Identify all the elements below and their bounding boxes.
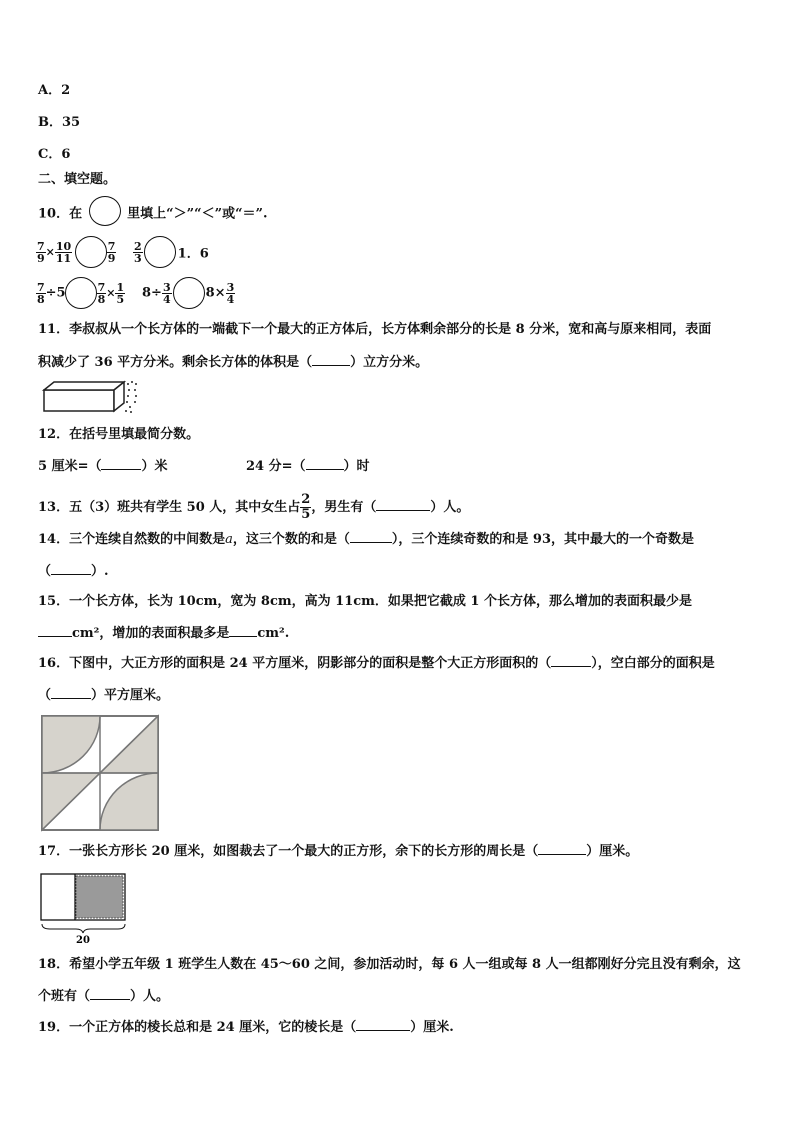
- q10-text: [38, 202, 268, 226]
- q15-line2: cm²，增加的表面积最多是 cm².: [38, 624, 289, 643]
- fraction: $\frac{10}{11}$: [55, 239, 72, 265]
- q12-item-a: 5 厘米=（ ）米: [38, 459, 168, 474]
- section-heading: 二、填空题。: [38, 172, 117, 187]
- q14-line2: （ ）.: [38, 564, 109, 579]
- q10-row2-right: 8÷ $\frac{3}{4}$ 8× $\frac{3}{4}$: [142, 277, 235, 309]
- fraction: $\frac{7}{8}$: [37, 280, 45, 306]
- option-b: B．35: [38, 115, 81, 130]
- answer-blank[interactable]: [229, 624, 257, 637]
- q10-row1-right: $\frac{2}{3}$ 1．6: [133, 236, 209, 268]
- answer-blank[interactable]: [350, 530, 392, 543]
- cut-square: [76, 876, 123, 918]
- compare-circle: [144, 236, 176, 268]
- fraction: $\frac{7}{9}$: [37, 239, 45, 265]
- variable-a: a: [225, 532, 233, 547]
- q17-line1: 17．一张长方形长 20 厘米，如图裁去了一个最大的正方形，余下的长方形的周长是（ ）厘米。: [38, 844, 639, 859]
- fraction: $\frac{1}{5}$: [116, 280, 125, 306]
- answer-blank[interactable]: [376, 498, 430, 511]
- answer-blank[interactable]: [51, 686, 91, 699]
- answer-blank[interactable]: [38, 624, 72, 637]
- compare-circle: [89, 196, 121, 226]
- rectangle-cut-figure: [38, 870, 130, 946]
- answer-blank[interactable]: [356, 1018, 410, 1031]
- compare-circle: [173, 277, 205, 309]
- answer-blank[interactable]: [90, 987, 130, 1000]
- q10-pre: 在: [69, 206, 83, 222]
- answer-blank[interactable]: [306, 457, 344, 470]
- q16-line1: 16．下图中，大正方形的面积是 24 平方厘米，阴影部分的面积是整个大正方形面积的（ ），空白部分的面积是: [38, 656, 715, 671]
- fraction: $\frac{3}{4}$: [162, 280, 171, 306]
- q15-line1: 15．一个长方体，长为 10cm，宽为 8cm，高为 11cm．如果把它截成 1 个长方体，那么增加的表面积最少是: [38, 594, 693, 609]
- q10-row1-left: $\frac{7}{9}$ × $\frac{10}{11}$ $\frac{7}{9}$: [36, 236, 116, 268]
- answer-blank[interactable]: [101, 457, 141, 470]
- fraction: $\frac{3}{4}$: [226, 280, 235, 306]
- length-label: 20: [76, 935, 90, 946]
- q18-line1: 18．希望小学五年级 1 班学生人数在 45～60 之间，参加活动时，每 6 人一组或每 8 人一组都刚好分完且没有剩余，这: [38, 957, 741, 972]
- square-shading-figure: [40, 714, 160, 832]
- q18-line2: 个班有（ ）人。: [38, 989, 170, 1004]
- q10-post: 里填上“＞”“＜”或“＝”.: [127, 206, 268, 222]
- fraction: $\frac{2}{5}$: [301, 492, 311, 522]
- q11-line2: 积减少了 36 平方分米。剩余长方体的体积是（ ）立方分米。: [38, 355, 429, 370]
- q16-line2: （ ）平方厘米。: [38, 688, 170, 703]
- q12-line1: 12．在括号里填最简分数。: [38, 427, 200, 442]
- q11-line1: 11．李叔叔从一个长方体的一端截下一个最大的正方体后，长方体剩余部分的长是 8 分米，宽和高与原来相同，表面: [38, 322, 712, 337]
- option-c: C．6: [38, 147, 71, 162]
- fraction: $\frac{2}{3}$: [134, 239, 142, 265]
- answer-blank[interactable]: [538, 842, 586, 855]
- compare-circle: [75, 236, 107, 268]
- fraction: $\frac{7}{9}$: [107, 239, 116, 265]
- q13-line: 13．五（3）班共有学生 50 人，其中女生占 $\frac{2}{5}$ ，男生有（ ）人。: [38, 492, 470, 522]
- answer-blank[interactable]: [551, 654, 591, 667]
- q10-number: 10．: [38, 206, 70, 222]
- q14-line1: 14．三个连续自然数的中间数是a，这三个数的和是（ ），三个连续奇数的和是 93，其中最大的一个奇数是: [38, 532, 694, 547]
- answer-blank[interactable]: [51, 562, 91, 575]
- fraction: $\frac{7}{8}$: [97, 280, 106, 306]
- answer-blank[interactable]: [312, 353, 350, 366]
- q19-line1: 19．一个正方体的棱长总和是 24 厘米，它的棱长是（ ）厘米.: [38, 1020, 454, 1035]
- compare-circle: [65, 277, 97, 309]
- q12-item-b: 24 分=（ ）时: [246, 459, 370, 474]
- q10-row2-left: $\frac{7}{8}$ ÷5 $\frac{7}{8}$ × $\frac{1}{5}$: [36, 277, 125, 309]
- option-a: A．2: [38, 83, 71, 98]
- cuboid-figure: [40, 378, 140, 414]
